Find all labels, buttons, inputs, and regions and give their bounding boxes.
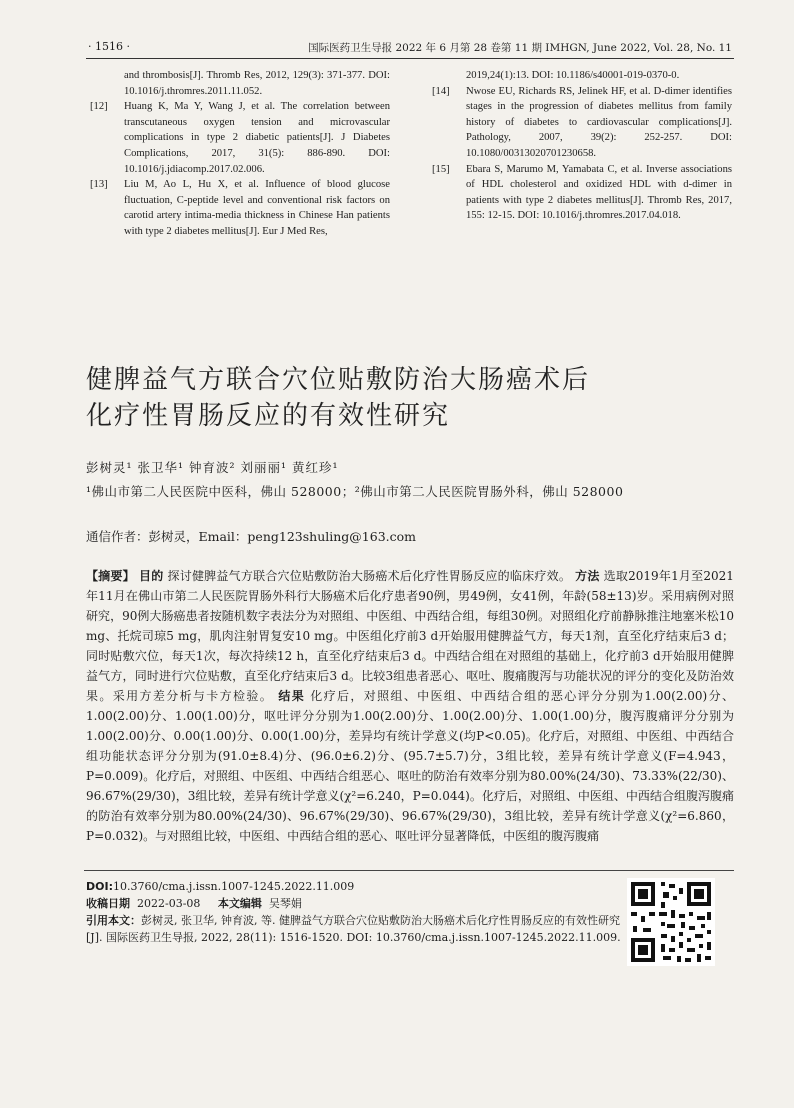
- reference-item: [432, 162, 732, 224]
- results-label: 结果: [278, 689, 306, 703]
- methods-text: 选取2019年1月至2021年11月在佛山市第二人民医院胃肠外科行大肠癌术后化疗患者90例，男49例，女41例，年龄(58±13)岁。采用病例对照研究，90例大肠癌患者按随机数字表法分为对照组、中医组、中西结合组，每组30例。对照组化疗前静脉推注地塞米松10 mg、托烷司琼5 mg，肌肉注射胃复安10 mg。中医组化疗前3 d开始服用健脾益气方，每天1剂，直至化疗结束后3 d；同时贴敷穴位，每天1次，每次持续12 h，直至化疗结束后3 d。中西结合组在对照组的基础上，化疗前3 d开始服用健脾益气方，同时进行穴位贴敷，直至化疗结束后3 d。比较3组患者恶心、呕吐、腹痛腹泻与功能状况的评分的变化及防治效果。采用方差分析与卡方检验。: [86, 569, 734, 703]
- citation-text: 彭树灵, 张卫华, 钟育波, 等. 健脾益气方联合穴位贴敷防治大肠癌术后化疗性胃肠反应的有效性研究[J]. 国际医药卫生导报, 2022, 28(11): 1516-1520. DOI: 10.3760/cma.j.issn.1007-1245.2022.11.009.: [86, 914, 621, 944]
- reference-item: [90, 177, 390, 239]
- editor-label: 本文编辑: [217, 897, 262, 910]
- received-date: 2022-03-08: [137, 897, 201, 910]
- title-line-1: 健脾益气方联合穴位贴敷防治大肠癌术后: [86, 365, 591, 395]
- reference-text: and thrombosis[J]. Thromb Res, 2012, 129(3): 371-377. DOI: 10.1016/j.thromres.2011.11.052.: [124, 70, 390, 97]
- affiliations: ¹佛山市第二人民医院中医科，佛山 528000；²佛山市第二人民医院胃肠外科，佛山 528000: [86, 484, 624, 499]
- article-title: [86, 362, 706, 434]
- objective-label: 目的: [138, 569, 164, 583]
- doi-label: DOI:: [86, 880, 113, 893]
- reference-text: 2019,24(1):13. DOI: 10.1186/s40001-019-0370-0.: [466, 70, 680, 81]
- received-label: 收稿日期: [86, 897, 130, 910]
- citation-label: 引用本文：: [86, 914, 141, 927]
- methods-label: 方法: [575, 569, 600, 583]
- reference-number: [14]: [432, 85, 450, 97]
- reference-number: [13]: [90, 179, 108, 191]
- editor-name: 吴琴娟: [268, 897, 302, 910]
- references-left-column: [90, 68, 390, 240]
- reference-text: Ebara S, Marumo M, Yamabata C, et al. Inverse associations of HDL cholesterol and oxidized HDL with d-dimer in patients with type 2 diabetes mellitus[J]. Thromb Res, 2017, 155: 12-15. DOI: 10.1016/j.thromres.2017.04.018.: [466, 163, 732, 222]
- reference-number: [432, 68, 466, 84]
- results-text: 化疗后，对照组、中医组、中西结合组的恶心评分分别为1.00(2.00)分、1.00(2.00)分、1.00(1.00)分，呕吐评分分别为1.00(2.00)分、1.00(2.00)分、1.00(1.00)分，腹泻腹痛评分分别为1.00(2.00)分、0.00(1.00)分、0.00(1.00)分，差异均有统计学意义(均P<0.05)。化疗后，对照组、中医组、中西结合组功能状态评分分别为(91.0±8.4)分、(96.0±6.2)分、(95.7±5.7)分，3组比较，差异有统计学意义(F=4.943，P=0.009)。化疗后，对照组、中医组、中西结合组恶心、呕吐的防治有效率分别为80.00%(24/30)、73.33%(22/30)、96.67%(29/30)，3组比较，差异有统计学意义(χ²=6.240，P=0.044)。化疗后，对照组、中医组、中西结合组腹泻腹痛的防治有效率分别为80.00%(24/30)、96.67%(29/30)、96.67%(29/30)，3组比较，差异有统计学意义(χ²=6.860，P=0.032)。与对照组比较，中医组、中西结合组的恶心、呕吐评分显著降低，中医组的腹泻腹痛: [86, 689, 734, 843]
- page-number: · 1516 ·: [88, 40, 130, 53]
- doi-line: [86, 878, 626, 895]
- qr-code[interactable]: [627, 878, 715, 966]
- abstract-label: 【摘要】: [86, 569, 135, 583]
- title-line-2: 化疗性胃肠反应的有效性研究: [86, 401, 451, 431]
- header-divider: [86, 58, 734, 59]
- reference-item: [432, 68, 732, 84]
- received-line: [86, 895, 626, 912]
- citation: [86, 912, 626, 946]
- author-list: 彭树灵¹ 张卫华¹ 钟育波² 刘丽丽¹ 黄红珍¹: [86, 460, 339, 475]
- abstract: [86, 566, 734, 846]
- reference-item: [90, 68, 390, 99]
- reference-number: [90, 68, 124, 99]
- objective-text: 探讨健脾益气方联合穴位贴敷防治大肠癌术后化疗性胃肠反应的临床疗效。: [167, 569, 572, 583]
- references-right-column: [432, 68, 732, 224]
- footer-divider: [84, 870, 734, 871]
- qr-code-icon: [627, 878, 715, 966]
- reference-number: [12]: [90, 101, 108, 113]
- journal-header: 国际医药卫生导报 2022 年 6 月第 28 卷第 11 期 IMHGN, June 2022, Vol. 28, No. 11: [308, 42, 732, 54]
- doi-value[interactable]: 10.3760/cma.j.issn.1007-1245.2022.11.009: [112, 880, 355, 893]
- reference-number: [15]: [432, 163, 450, 175]
- reference-text: Nwose EU, Richards RS, Jelinek HF, et al. D-dimer identifies stages in the progression of diabetes mellitus from family history of diabetes to cardiovascular complications[J]. Pathology, 2007, 39(2): 252-257. DOI: 10.1080/00313020701230658.: [466, 85, 732, 159]
- reference-item: [432, 84, 732, 162]
- reference-text: Liu M, Ao L, Hu X, et al. Influence of blood glucose fluctuation, C-peptide level and conventional risk factors on carotid artery intima-media thickness in Chinese Han patients with type 2 diabetes mellitus[J]. Eur J Med Res,: [124, 179, 390, 237]
- reference-text: Huang K, Ma Y, Wang J, et al. The correlation between transcutaneous oxygen tension and microvascular complications in type 2 diabetic patients[J]. J Diabetes Complications, 2017, 31(5): 886-890. DOI: 10.1016/j.jdiacomp.2017.02.006.: [124, 101, 390, 175]
- corresponding-author: 通信作者：彭树灵，Email：peng123shuling@163.com: [86, 529, 417, 544]
- reference-item: [90, 99, 390, 177]
